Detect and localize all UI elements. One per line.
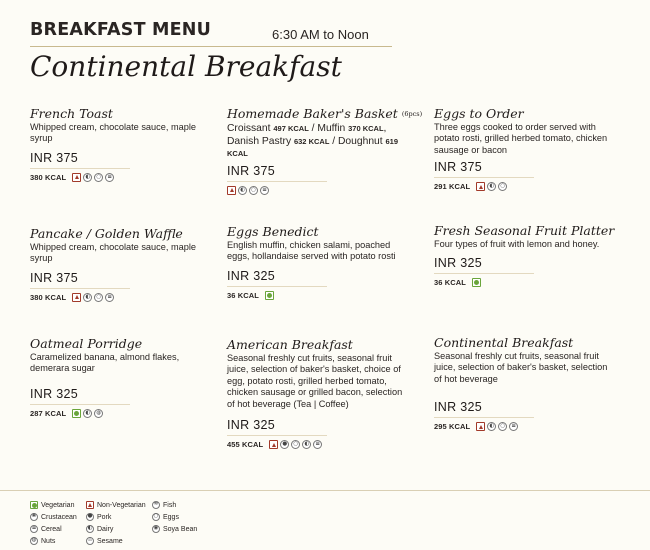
item-name: Eggs to Order (434, 106, 524, 121)
item-kcal: 455 KCAL (227, 440, 264, 450)
eggs-icon: ○ (153, 513, 159, 520)
non-vegetarian-icon (86, 501, 94, 509)
dietary-legend (30, 500, 202, 546)
item-kcal: 380 KCAL (30, 172, 67, 182)
item-divider (227, 435, 327, 436)
menu-item-eggs-to-order (434, 106, 614, 192)
menu-item-french-toast (30, 106, 215, 183)
legend-item-cereal (30, 524, 86, 534)
item-name: Oatmeal Porridge (30, 336, 143, 351)
fish-icon: ≈ (153, 501, 159, 508)
dairy-icon: ◐ (487, 422, 496, 431)
non-vegetarian-icon (476, 182, 485, 191)
legend-label: Cereal (41, 525, 62, 533)
kcal-row (434, 181, 614, 192)
item-note: (6pcs) (401, 110, 423, 118)
item-name: Homemade Baker's Basket (6pcs) (227, 106, 423, 121)
legend-item-eggs (152, 512, 202, 522)
item-price: INR 325 (227, 418, 275, 433)
kcal-row (227, 290, 402, 301)
item-kcal: 291 KCAL (434, 182, 471, 192)
item-price: INR 325 (227, 268, 275, 283)
legend-label: Fish (163, 501, 177, 509)
legend-divider (0, 490, 650, 491)
header-divider (30, 46, 392, 47)
legend-item-non-vegetarian (86, 500, 152, 510)
item-kcal: 295 KCAL (434, 422, 471, 432)
legend-label: Vegetarian (41, 501, 75, 509)
item-divider (434, 417, 534, 418)
item-description: Whipped cream, chocolate sauce, maple syrup (30, 242, 196, 264)
pork-icon: ● (87, 513, 93, 520)
dairy-icon: ◐ (487, 182, 496, 191)
item-divider (30, 168, 130, 169)
legend-label: Nuts (41, 537, 56, 545)
item-price: INR 325 (30, 386, 78, 401)
cereal-icon: ≡ (31, 525, 37, 532)
dairy-icon: ◐ (238, 186, 247, 195)
vegetarian-icon (472, 278, 481, 287)
non-vegetarian-icon (72, 173, 81, 182)
non-vegetarian-icon (269, 440, 278, 449)
item-price: INR 325 (434, 400, 482, 415)
cereal-icon: ≡ (313, 440, 322, 449)
non-vegetarian-icon (227, 186, 236, 195)
kcal-row (227, 185, 407, 196)
item-divider (30, 288, 130, 289)
item-description: English muffin, chicken salami, poached eggs, hollandaise served with potato rosti (227, 240, 396, 262)
legend-item-pork (86, 512, 152, 522)
menu-item-fruit-platter (434, 223, 614, 288)
item-description: Seasonal freshly cut fruits, seasonal fruit juice, selection of baker's basket, choice of egg, potato rosti, grilled herbed tomato, chicken sausage or grilled bacon, selection of hot beverage (Tea | Coffee) (227, 353, 403, 409)
eggs-icon: ○ (498, 422, 507, 431)
item-description: Three eggs cooked to order served with potato rosti, grilled herbed tomato, chicken sausage or bacon (434, 122, 608, 155)
legend-item-vegetarian (30, 500, 86, 510)
menu-hours: 6:30 AM to Noon (272, 27, 369, 42)
nuts-icon: ◍ (31, 537, 37, 544)
legend-label: Sesame (97, 537, 123, 545)
item-name: Eggs Benedict (227, 224, 319, 239)
dairy-icon: ◐ (302, 440, 311, 449)
item-description: Whipped cream, chocolate sauce, maple syrup (30, 122, 196, 144)
legend-label: Dairy (97, 525, 114, 533)
item-name: French Toast (30, 106, 113, 121)
cereal-icon: ≡ (105, 173, 114, 182)
menu-item-oatmeal-porridge (30, 336, 215, 419)
dairy-icon: ◐ (87, 525, 93, 532)
item-price: INR 375 (227, 163, 275, 178)
pork-icon: ● (280, 440, 289, 449)
item-description: Four types of fruit with lemon and honey. (434, 239, 600, 249)
dairy-icon: ◐ (83, 293, 92, 302)
item-kcal: 287 KCAL (30, 408, 67, 418)
kcal-row (434, 421, 614, 432)
item-price: INR 375 (30, 270, 78, 285)
item-name: Fresh Seasonal Fruit Platter (434, 223, 615, 238)
eggs-icon: ○ (94, 293, 103, 302)
legend-label: Eggs (163, 513, 179, 521)
legend-label: Crustacean (41, 513, 77, 521)
dairy-icon: ◐ (83, 173, 92, 182)
item-divider (227, 181, 327, 182)
kcal-row (30, 292, 215, 303)
item-divider (434, 273, 534, 274)
menu-title: BREAKFAST MENU (30, 20, 212, 40)
soya-bean-icon: ◉ (153, 525, 159, 532)
item-name: Continental Breakfast (434, 335, 574, 350)
eggs-icon: ○ (249, 186, 258, 195)
menu-item-bakers-basket (227, 106, 423, 196)
item-divider (434, 177, 534, 178)
item-price: INR 375 (30, 150, 78, 165)
legend-label: Soya Bean (163, 525, 198, 533)
legend-item-dairy (86, 524, 152, 534)
menu-item-american-breakfast (227, 337, 407, 450)
vegetarian-icon (30, 501, 38, 509)
item-description: Croissant 497 KCAL / Muffin 370 KCAL, Danish Pastry 632 KCAL / Doughnut 619 KCAL (227, 123, 399, 159)
eggs-icon: ○ (498, 182, 507, 191)
item-description: Seasonal freshly cut fruits, seasonal fruit juice, selection of baker's basket, selection of hot beverage (434, 351, 608, 384)
legend-item-fish (152, 500, 202, 510)
menu-item-eggs-benedict (227, 224, 402, 301)
crustacean-icon: ❀ (31, 513, 37, 520)
item-price: INR 375 (434, 160, 482, 175)
section-title: Continental Breakfast (30, 50, 342, 83)
eggs-icon: ○ (291, 440, 300, 449)
dairy-icon: ◐ (83, 409, 92, 418)
item-name: Pancake / Golden Waffle (30, 226, 183, 241)
legend-item-soya-bean (152, 524, 202, 534)
nuts-icon: ◍ (94, 409, 103, 418)
item-price: INR 325 (434, 256, 482, 271)
non-vegetarian-icon (72, 293, 81, 302)
item-name: American Breakfast (227, 337, 353, 352)
kcal-row (227, 439, 407, 450)
cereal-icon: ≡ (509, 422, 518, 431)
item-divider (227, 286, 327, 287)
vegetarian-icon (265, 291, 274, 300)
cereal-icon: ≡ (260, 186, 269, 195)
sesame-icon: ∴ (86, 537, 94, 545)
legend-label: Pork (97, 513, 112, 521)
item-description: Caramelized banana, almond flakes, demerara sugar (30, 352, 180, 374)
legend-item-crustacean (30, 512, 86, 522)
kcal-row (30, 172, 215, 183)
legend-item-nuts (30, 536, 86, 546)
item-kcal: 36 KCAL (227, 290, 259, 300)
menu-item-pancake-waffle (30, 226, 215, 303)
kcal-row (30, 408, 215, 419)
legend-label: Non-Vegetarian (97, 501, 146, 509)
cereal-icon: ≡ (105, 293, 114, 302)
item-divider (30, 404, 130, 405)
kcal-row (434, 277, 614, 288)
non-vegetarian-icon (476, 422, 485, 431)
vegetarian-icon (72, 409, 81, 418)
eggs-icon: ○ (94, 173, 103, 182)
legend-item-sesame (86, 536, 152, 546)
item-kcal: 380 KCAL (30, 292, 67, 302)
menu-item-continental-breakfast (434, 335, 614, 432)
item-kcal: 36 KCAL (434, 278, 466, 288)
